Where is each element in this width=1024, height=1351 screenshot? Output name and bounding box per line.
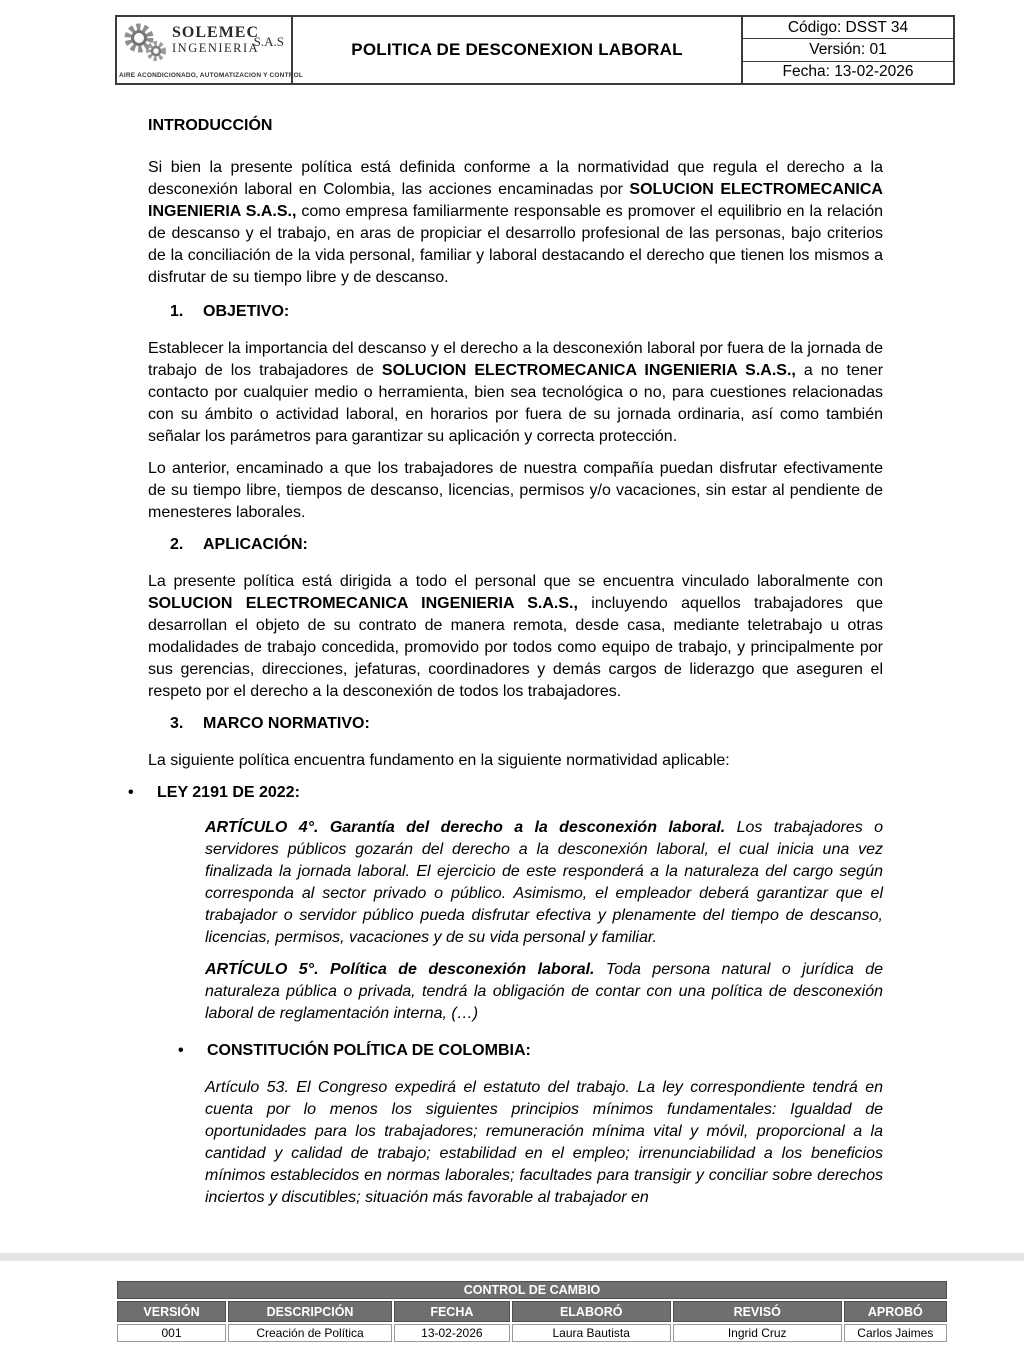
marco-label: MARCO NORMATIVO: (203, 715, 370, 732)
objetivo-label: OBJETIVO: (203, 303, 290, 320)
articulo-53-quote: Artículo 53. El Congreso expedirá el estatuto del trabajo. La ley correspondiente tendrá en cuenta por lo menos los siguientes principios mínimos fundamentales: Igualdad de oportunidades para los trabajadores; remuneración mínima vital y móvil, proporcional a la cantidad y calidad de trabajo; estabilidad en el empleo; irrenunciabilidad a los beneficios mínimos establecidos en normas laborales; facultades para transigir y conciliar sobre derechos inciertos y discutibles; situación más favorable al trabajador en (205, 1079, 883, 1206)
marco-normativo-heading (148, 713, 883, 735)
col-header-version: VERSIÓN (117, 1301, 226, 1322)
fecha-field: Fecha: 13-02-2026 (782, 63, 914, 81)
bullet-icon: • (128, 784, 134, 801)
logo-brand-name: SOLEMEC (172, 24, 260, 41)
company-name-bold: SOLUCION ELECTROMECANICA INGENIERIA S.A.S., (381, 362, 796, 379)
aplicacion-label: APLICACIÓN: (203, 536, 308, 553)
introduccion-paragraph (148, 157, 883, 289)
bullet-ley-2191 (128, 782, 883, 804)
objetivo-text-cont: a no tener contacto por cualquier medio o herramienta, bien sea tecnológica o no, para cuestiones relacionadas con su ámbito o actividad laboral, en horarios por fuera de su jornada ordinaria, así como también señalar los parámetros para garantizar su aplicación y correcta protección. (148, 362, 884, 445)
objetivo-text: Establecer la importancia del descanso y el derecho a la desconexión laboral por fuera de la jornada de trabajo de los trabajadores de (148, 340, 883, 379)
logo-brand-sub: INGENIERIA (172, 41, 260, 55)
objetivo-number: 1. (170, 303, 184, 320)
table-header-row (117, 1301, 947, 1322)
document-body (128, 115, 884, 1219)
version-field: Versión: 01 (743, 39, 953, 61)
articulo-5-text: Toda persona natural o jurídica de naturaleza pública o privada, tendrá la obligación de contar con una política de desconexión laboral de reglamentación interna, (…) (205, 961, 884, 1022)
intro-text: Si bien la presente política está definida conforme a la normatividad que regula el derecho a la desconexión laboral en Colombia, las acciones encaminadas por (148, 159, 883, 198)
cell-aprobo: Carlos Jaimes (844, 1324, 947, 1342)
aplicacion-text: La presente política está dirigida a todo el personal que se encuentra vinculado laboralmente con (148, 573, 883, 590)
table-row (117, 1324, 947, 1342)
objetivo-paragraph-2: Lo anterior, encaminado a que los trabajadores de nuestra compañía puedan disfrutar efectivamente de su tiempo libre, tiempos de descanso, licencias, permisos y/o vacaciones, sin estar al pendiente de menesteres laborales. (148, 460, 883, 521)
marco-number: 3. (170, 715, 184, 732)
page-break-divider (0, 1253, 1024, 1261)
table-title: CONTROL DE CAMBIO (117, 1281, 947, 1299)
company-name-bold: SOLUCION ELECTROMECANICA INGENIERIA S.A.S., (148, 181, 883, 220)
marco-intro-text: La siguiente política encuentra fundamento en la siguiente normatividad aplicable: (148, 752, 730, 769)
col-header-aprobo: APROBÓ (844, 1301, 947, 1322)
company-name-bold: SOLUCION ELECTROMECANICA INGENIERIA S.A.S., (148, 595, 578, 612)
articulo-4-quote (205, 817, 883, 949)
aplicacion-text-cont: incluyendo aquellos trabajadores que desarrollan el objeto de su contrato de manera remota, desde casa, mediante teletrabajo u otras modalidades de trabajo concedida, promovido por todos como equipo de trabajo, y principalmente por sus gerencias, direcciones, jefaturas, coordinadores y demás cargos de liderazgo que aseguren el respeto por el derecho a la desconexión de todos los trabajadores. (148, 595, 883, 700)
gears-icon (122, 21, 170, 70)
objetivo-heading (148, 301, 883, 323)
table-title-row (117, 1281, 947, 1299)
articulo-5-quote (205, 959, 883, 1025)
bullet-ley-label: LEY 2191 DE 2022: (157, 784, 300, 801)
control-de-cambio-table (115, 1279, 949, 1344)
aplicacion-paragraph (148, 571, 883, 703)
logo-sas: S.A.S (253, 34, 284, 49)
cell-reviso: Ingrid Cruz (673, 1324, 842, 1342)
cell-elaboro: Laura Bautista (512, 1324, 671, 1342)
introduccion-heading: INTRODUCCIÓN (148, 117, 273, 134)
bullet-constitucion (148, 1040, 883, 1062)
articulo-5-lead: ARTÍCULO 5°. Política de desconexión laboral. (205, 961, 595, 978)
bullet-constitucion-label: CONSTITUCIÓN POLÍTICA DE COLOMBIA: (207, 1042, 531, 1059)
company-logo (117, 17, 304, 83)
logo-tagline: AIRE ACONDICIONADO, AUTOMATIZACION Y CONTROL (119, 72, 304, 79)
logo-brand-block (172, 24, 259, 55)
document-meta (743, 17, 953, 83)
cell-version: 001 (117, 1324, 226, 1342)
articulo-4-text: Los trabajadores o servidores públicos gozarán del derecho a la desconexión laboral, el cual inicia una vez finalizada la jornada laboral. El ejercicio de este responderá a la naturaleza del cargo según corresponda al sector privado o público. Asimismo, el empleador deberá garantizar que el trabajador o servidor público pueda disfrutar efectiva y plenamente del tiempo de descanso, licencias, permisos, vacaciones y de su vida personal y familiar. (205, 819, 883, 946)
codigo-field: Código: DSST 34 (743, 17, 953, 39)
aplicacion-heading (148, 534, 883, 556)
cell-fecha: 13-02-2026 (394, 1324, 510, 1342)
intro-text-cont: como empresa familiarmente responsable es promover el equilibrio en la relación de descanso y el trabajo, en aras de propiciar el desarrollo profesional de las personas, bajo criterios de la conciliación de la vida personal, familiar y laboral destacando el derecho que tienen los mismos a disfrutar de su tiempo libre y de descanso. (148, 203, 884, 286)
bullet-icon: • (178, 1042, 184, 1059)
document-title: POLITICA DE DESCONEXION LABORAL (293, 17, 743, 83)
col-header-fecha: FECHA (394, 1301, 510, 1322)
col-header-reviso: REVISÓ (673, 1301, 842, 1322)
objetivo-paragraph-1 (148, 338, 883, 448)
aplicacion-number: 2. (170, 536, 184, 553)
articulo-4-lead: ARTÍCULO 4°. Garantía del derecho a la desconexión laboral. (205, 819, 726, 836)
document-header-table (115, 15, 955, 85)
cell-descripcion: Creación de Política (228, 1324, 392, 1342)
col-header-elaboro: ELABORÓ (512, 1301, 671, 1322)
col-header-descripcion: DESCRIPCIÓN (228, 1301, 392, 1322)
